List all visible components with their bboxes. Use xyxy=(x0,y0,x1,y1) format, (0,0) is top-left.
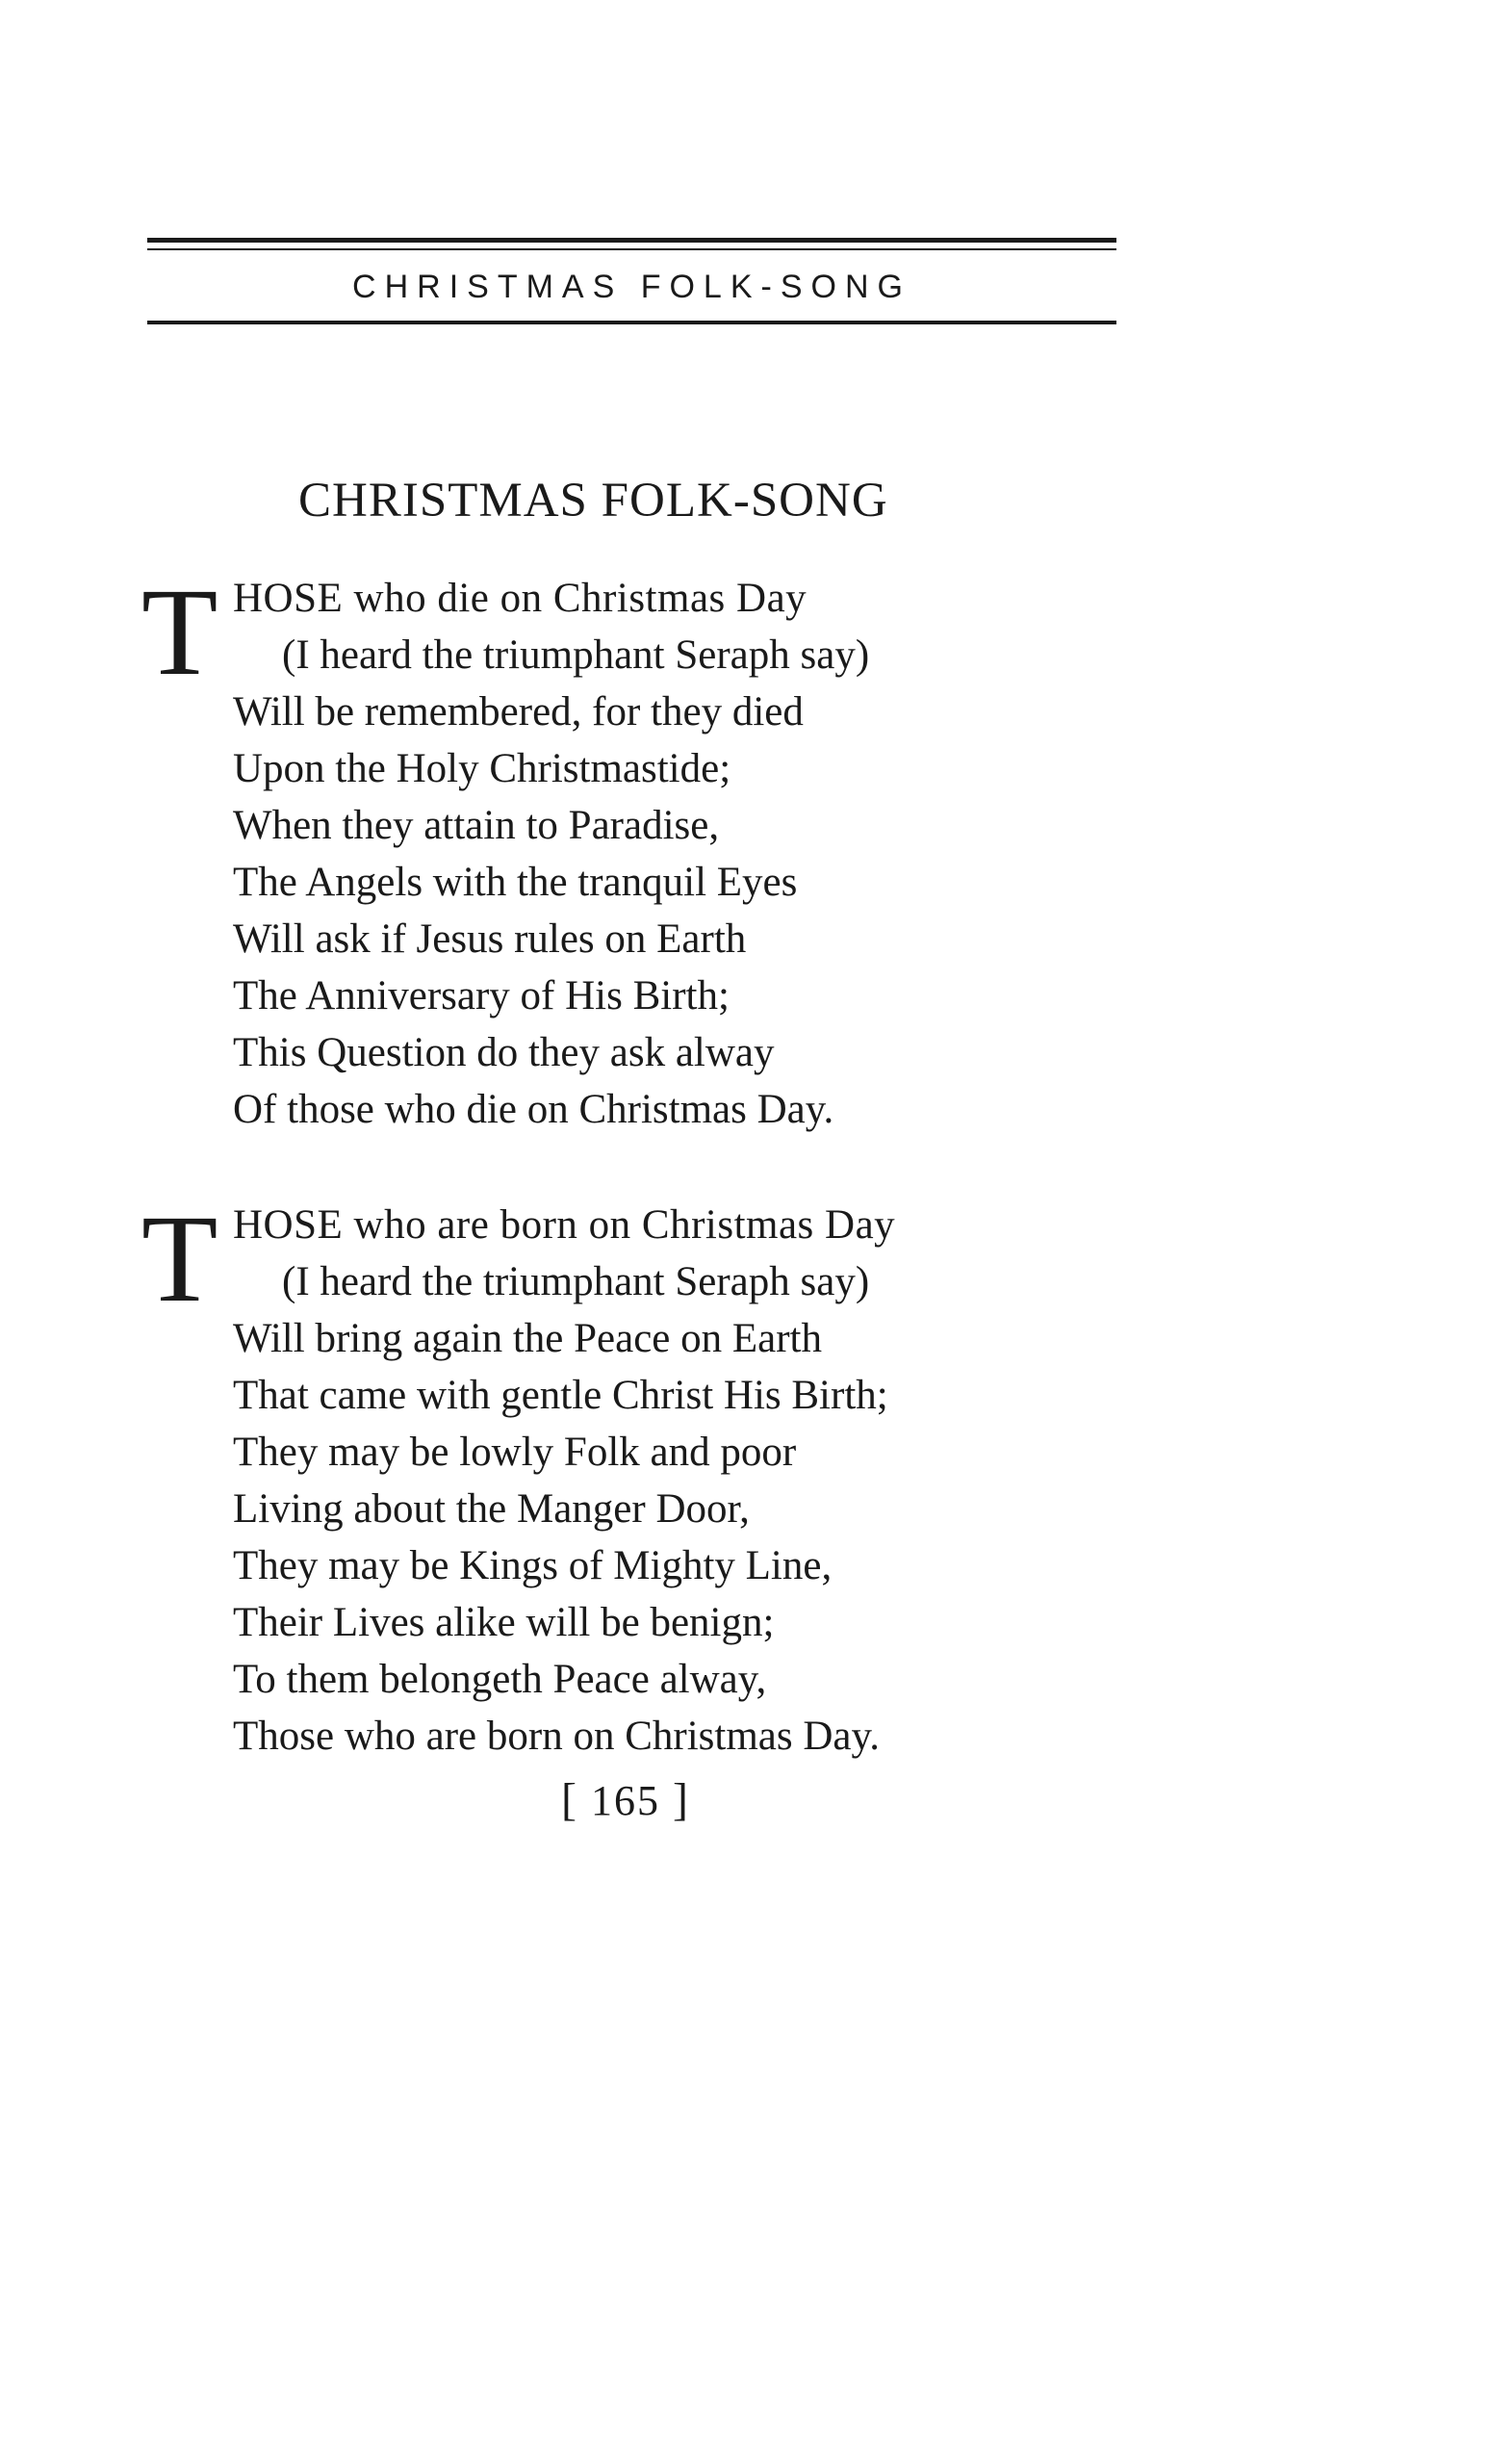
verse-line: To them belongeth Peace alway, xyxy=(233,1657,767,1702)
drop-cap: T xyxy=(141,563,218,702)
verse-line: (I heard the triumphant Seraph say) xyxy=(282,1259,870,1304)
verse-line: That came with gentle Christ His Birth; xyxy=(233,1373,888,1418)
verse-line: Their Lives alike will be benign; xyxy=(233,1600,775,1645)
verse-line: The Anniversary of His Birth; xyxy=(233,973,730,1019)
verse-line: When they attain to Paradise, xyxy=(233,803,720,848)
page-number-value: 165 xyxy=(591,1777,660,1824)
verse-line: This Question do they ask alway xyxy=(233,1030,775,1075)
header-rule-bottom xyxy=(147,321,1116,324)
verse-line: The Angels with the tranquil Eyes xyxy=(233,860,798,905)
verse-line: Of those who die on Christmas Day. xyxy=(233,1087,834,1132)
verse-line: Those who are born on Christmas Day. xyxy=(233,1714,880,1759)
verse-line: HOSE who are born on Christmas Day xyxy=(233,1202,896,1248)
page-number xyxy=(0,1773,1251,1828)
verse-line: (I heard the triumphant Seraph say) xyxy=(282,632,870,678)
page-number-close-bracket: ] xyxy=(673,1774,690,1825)
header-rule-top xyxy=(147,238,1116,243)
verse-line: Will ask if Jesus rules on Earth xyxy=(233,916,747,962)
verse-line: Upon the Holy Christmastide; xyxy=(233,746,731,791)
drop-cap: T xyxy=(141,1190,218,1328)
running-head: CHRISTMAS FOLK-SONG xyxy=(352,269,911,305)
header-rule-top-thin xyxy=(147,248,1116,250)
poem-title: CHRISTMAS FOLK-SONG xyxy=(298,474,888,528)
verse-line: Will bring again the Peace on Earth xyxy=(233,1316,822,1361)
verse-line: They may be lowly Folk and poor xyxy=(233,1430,797,1475)
verse-line: Living about the Manger Door, xyxy=(233,1486,750,1532)
verse-line: Will be remembered, for they died xyxy=(233,689,804,735)
page-number-open-bracket: [ xyxy=(561,1774,578,1825)
verse-line: They may be Kings of Mighty Line, xyxy=(233,1543,833,1588)
verse-line: HOSE who die on Christmas Day xyxy=(233,576,807,621)
